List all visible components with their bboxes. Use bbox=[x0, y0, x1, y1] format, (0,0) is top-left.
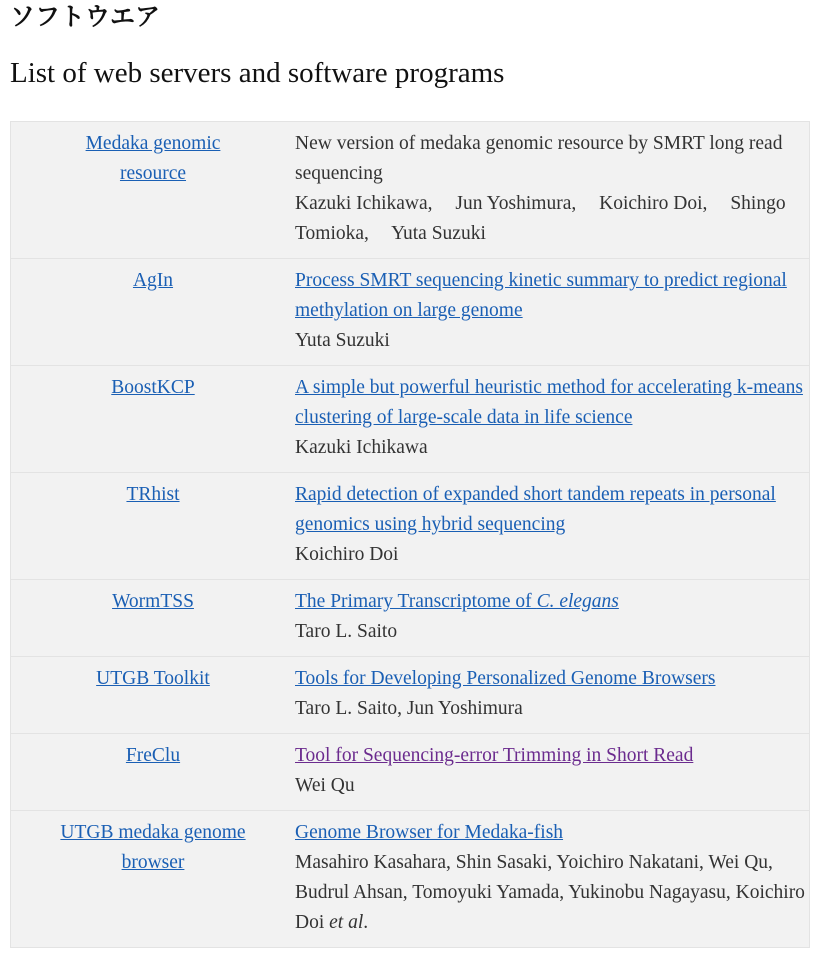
software-description-link[interactable]: Process SMRT sequencing kinetic summary to predict regional methylation on large genome bbox=[295, 270, 787, 321]
software-name-cell bbox=[11, 366, 296, 473]
table-row bbox=[11, 366, 810, 473]
software-description-link[interactable]: Tools for Developing Personalized Genome Browsers bbox=[295, 668, 716, 689]
software-desc-cell bbox=[295, 580, 810, 657]
software-name-cell bbox=[11, 122, 296, 259]
software-link-utgb-medaka-genome-browser[interactable]: UTGB medaka genome browser bbox=[60, 822, 246, 873]
software-link-trhist[interactable]: TRhist bbox=[126, 484, 180, 505]
software-description: New version of medaka genomic resource by SMRT long read sequencing bbox=[295, 133, 783, 184]
authors: Taro L. Saito, Jun Yoshimura bbox=[295, 698, 523, 719]
software-desc-cell bbox=[295, 734, 810, 811]
software-description-link[interactable]: A simple but powerful heuristic method for accelerating k-means clustering of large-scale data in life science bbox=[295, 377, 803, 428]
table-row bbox=[11, 122, 810, 259]
software-name-cell bbox=[11, 580, 296, 657]
software-name-cell bbox=[11, 259, 296, 366]
author: Kazuki Ichikawa, bbox=[295, 193, 433, 214]
software-link-agin[interactable]: AgIn bbox=[132, 270, 174, 291]
software-link-freclu[interactable]: FreClu bbox=[125, 745, 181, 766]
author: Yuta Suzuki bbox=[391, 223, 486, 244]
page-title-english: List of web servers and software programs bbox=[10, 57, 505, 89]
software-description-link[interactable]: Genome Browser for Medaka-fish bbox=[295, 822, 564, 843]
software-desc-cell bbox=[295, 259, 810, 366]
table-row bbox=[11, 657, 810, 734]
authors bbox=[295, 848, 809, 938]
software-desc-cell bbox=[295, 811, 810, 948]
software-table bbox=[10, 121, 810, 948]
authors: Wei Qu bbox=[295, 775, 355, 796]
software-link-medaka-genomic-resource[interactable]: Medaka genomic resource bbox=[85, 133, 221, 184]
software-description-link[interactable]: Rapid detection of expanded short tandem repeats in personal genomics using hybrid sequencing bbox=[295, 484, 776, 535]
software-description-link[interactable] bbox=[295, 591, 619, 612]
authors: Koichiro Doi bbox=[295, 544, 399, 565]
table-row bbox=[11, 734, 810, 811]
authors: Kazuki Ichikawa bbox=[295, 437, 428, 458]
author-list-suffix: . bbox=[363, 912, 369, 933]
software-link-wormtss[interactable]: WormTSS bbox=[112, 591, 194, 612]
author-list: Masahiro Kasahara, Shin Sasaki, Yoichiro Nakatani, Wei Qu, Budrul Ahsan, Tomoyuki Yamada, Yukinobu Nagayasu, Koichiro Doi bbox=[295, 852, 805, 933]
software-link-boostkcp[interactable]: BoostKCP bbox=[111, 377, 195, 398]
table-row bbox=[11, 811, 810, 948]
page-title-japanese: ソフトウエア bbox=[10, 2, 161, 31]
software-name-cell bbox=[11, 734, 296, 811]
authors bbox=[295, 189, 809, 249]
software-name-cell bbox=[11, 811, 296, 948]
software-description-link-visited[interactable]: Tool for Sequencing-error Trimming in Short Read bbox=[295, 745, 694, 766]
software-desc-cell bbox=[295, 473, 810, 580]
software-desc-cell bbox=[295, 657, 810, 734]
table-row bbox=[11, 259, 810, 366]
software-desc-cell bbox=[295, 122, 810, 259]
software-name-cell bbox=[11, 473, 296, 580]
author: Jun Yoshimura, bbox=[455, 193, 577, 214]
authors: Yuta Suzuki bbox=[295, 330, 390, 351]
author: Koichiro Doi, bbox=[599, 193, 708, 214]
software-name-cell bbox=[11, 657, 296, 734]
species-name: C. elegans bbox=[536, 591, 619, 612]
author: Shingo Tomioka, bbox=[295, 193, 786, 244]
authors: Taro L. Saito bbox=[295, 621, 398, 642]
table-row bbox=[11, 580, 810, 657]
description-text: The Primary Transcriptome of bbox=[295, 591, 537, 612]
software-desc-cell bbox=[295, 366, 810, 473]
table-row bbox=[11, 473, 810, 580]
software-link-utgb-toolkit[interactable]: UTGB Toolkit bbox=[96, 668, 210, 689]
et-al: et al bbox=[329, 912, 364, 933]
